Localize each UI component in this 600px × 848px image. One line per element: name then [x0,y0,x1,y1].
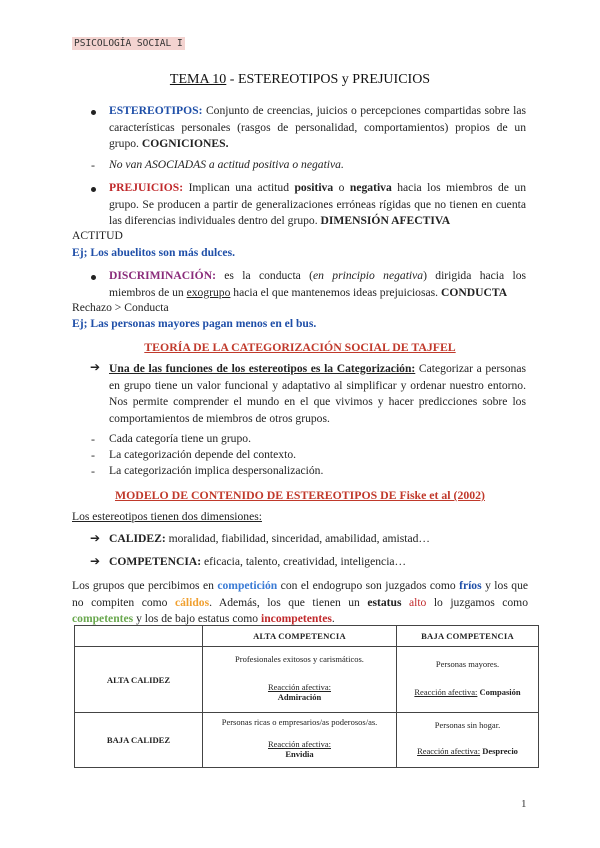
cell-baja-calidez-baja-competencia [397,713,539,768]
estereotipos-text: Conjunto de creencias, juicios o percepciones compartidas sobre las características personales (rasgos de personalidad, comportamientos) propios de un grupo. [109,104,526,150]
stereotype-content-table [74,625,539,768]
reaction-line [397,746,538,756]
col-header-baja-competencia: BAJA COMPETENCIA [397,626,539,647]
calidez-line [109,532,430,545]
word-exogrupo: exogrupo [186,285,231,299]
dash-marker: - [91,464,95,478]
competencia-text: eficacia, talento, creatividad, inteligencia… [201,555,407,568]
dash-marker: - [91,432,95,446]
dash-marker: - [91,158,95,172]
word-competentes: competentes [72,612,134,625]
prejuicios-label: PREJUICIOS: [109,181,184,194]
prejuicios-strong: DIMENSIÓN AFECTIVA [320,214,451,227]
summary-text-4: . Además, los que tienen un [209,595,368,609]
example-2: Ej; Las personas mayores pagan menos en el bus. [72,317,317,330]
table-corner-cell [75,626,203,647]
example-1: Ej; Los abuelitos son más dulces. [72,246,235,259]
tajfel-dash-3: La categorización implica despersonalización. [109,464,324,477]
row-header-alta-calidez: ALTA CALIDEZ [75,647,203,713]
discriminacion-label: DISCRIMINACIÓN: [109,269,216,282]
estereotipos-paragraph [109,103,526,153]
word-incompetentes: incompetentes [261,612,332,625]
rechazo-label: Rechazo > Conducta [72,301,169,314]
tajfel-lead: Una de las funciones de los estereotipos es la Categorización: [109,362,416,375]
word-alto: alto [408,595,427,609]
reaction-value: Envidia [285,749,314,759]
discriminacion-text-2: ) dirigida hacia los miembros de un [109,269,527,299]
cell-text: Personas mayores. [435,658,500,669]
row-header-baja-calidez: BAJA CALIDEZ [75,713,203,768]
table-row [75,647,539,713]
discriminacion-text-3: hacia el que mantenemos ideas prejuiciosas. [230,285,441,299]
col-header-alta-competencia: ALTA COMPETENCIA [203,626,397,647]
word-estatus: estatus [367,595,402,609]
summary-text-2: con el endogrupo son juzgados como [277,579,460,592]
table-row [75,713,539,768]
arrow-right-icon: ➔ [90,360,101,374]
cell-baja-calidez-alta-competencia [203,713,397,768]
discriminacion-strong: CONDUCTA [440,285,508,299]
bullet-icon [91,275,96,280]
discriminacion-paragraph [109,268,526,301]
tajfel-paragraph [109,361,526,427]
tajfel-dash-1: Cada categoría tiene un grupo. [109,432,251,445]
prejuicios-text-2: hacia los miembros de un grupo. Se producen a partir de generalizaciones erróneas rígidas que no tienen en cuenta las diferencias individuales dentro del grupo. [109,181,527,227]
reaction-label: Reacción afectiva: [267,739,331,749]
summary-text-3: y los que no compiten como [72,579,529,609]
summary-text-5 [401,596,408,609]
reaction-label: Reacción afectiva: [267,681,331,692]
cell-alta-calidez-alta-competencia [203,647,397,713]
title-number: TEMA 10 [169,72,227,87]
bullet-icon [91,187,96,192]
cell-text: Personas ricas o empresarios/as poderosos/as. [221,717,378,727]
arrow-right-icon: ➔ [90,554,101,568]
reaction-value: Admiración [277,691,322,702]
reaction-value: Desprecio [482,746,518,756]
summary-text-6: lo juzgamos como [426,595,528,609]
note-asociadas: No van ASOCIADAS a actitud positiva o negativa. [109,158,344,171]
word-positiva: positiva [294,181,334,194]
page-title [0,72,600,88]
tajfel-dash-2: La categorización depende del contexto. [109,448,297,461]
tajfel-title: TEORÍA DE LA CATEGORIZACIÓN SOCIAL DE TAJFEL [144,340,456,354]
prejuicios-paragraph [109,180,526,230]
reaction-line [397,687,538,697]
calidez-text: moralidad, fiabilidad, sinceridad, amabilidad, amistad… [165,532,431,545]
actitud-label: ACTITUD [72,229,123,242]
cell-alta-calidez-baja-competencia [397,647,539,713]
fiske-title: MODELO DE CONTENIDO DE ESTEREOTIPOS DE Fiske et al (2002) [114,488,485,502]
word-competicion: competición [217,579,278,592]
table-header-row [75,626,539,647]
arrow-right-icon: ➔ [90,531,101,545]
summary-text-1: Los grupos que percibimos en [72,579,218,592]
bullet-icon [91,110,96,115]
reaction-value: Compasión [479,686,521,697]
course-tag: PSICOLOGÍA SOCIAL I [74,38,183,49]
summary-text-8: . [331,612,335,625]
reaction-label: Reacción afectiva: [414,686,478,697]
tajfel-text: Categorizar a personas en grupo tiene un valor funcional y adaptativo al simplificar y ordenar nuestro entorno. Nos permite comprender el mundo en el que vivimos y hacer predicciones sobre los comportamientos de miembros de otros grupos. [109,362,526,425]
competencia-label: COMPETENCIA: [109,555,202,568]
title-rest: - ESTEREOTIPOS y PREJUICIOS [226,72,431,87]
cell-text: Personas sin hogar. [434,720,501,730]
estereotipos-label: ESTEREOTIPOS: [109,104,203,117]
discriminacion-italic: en principio negativa [313,269,424,282]
cell-text: Profesionales exitosos y carismáticos. [235,653,364,664]
word-negativa: negativa [349,181,392,194]
competencia-line [109,555,406,568]
page-number: 1 [521,798,527,810]
prejuicios-text-1: Implican una actitud [183,181,295,194]
word-calidos: cálidos [174,595,210,609]
fiske-intro: Los estereotipos tienen dos dimensiones: [72,510,262,523]
estereotipos-strong: COGNICIONES. [141,137,229,150]
calidez-label: CALIDEZ: [109,532,166,545]
discriminacion-text-1: es la conducta ( [215,269,314,282]
word-o: o [333,181,350,194]
word-frios: fríos [459,579,482,592]
dash-marker: - [91,448,95,462]
summary-paragraph [72,578,528,628]
reaction-label: Reacción afectiva: [417,746,481,756]
summary-text-7: y los de bajo estatus como [133,612,262,625]
